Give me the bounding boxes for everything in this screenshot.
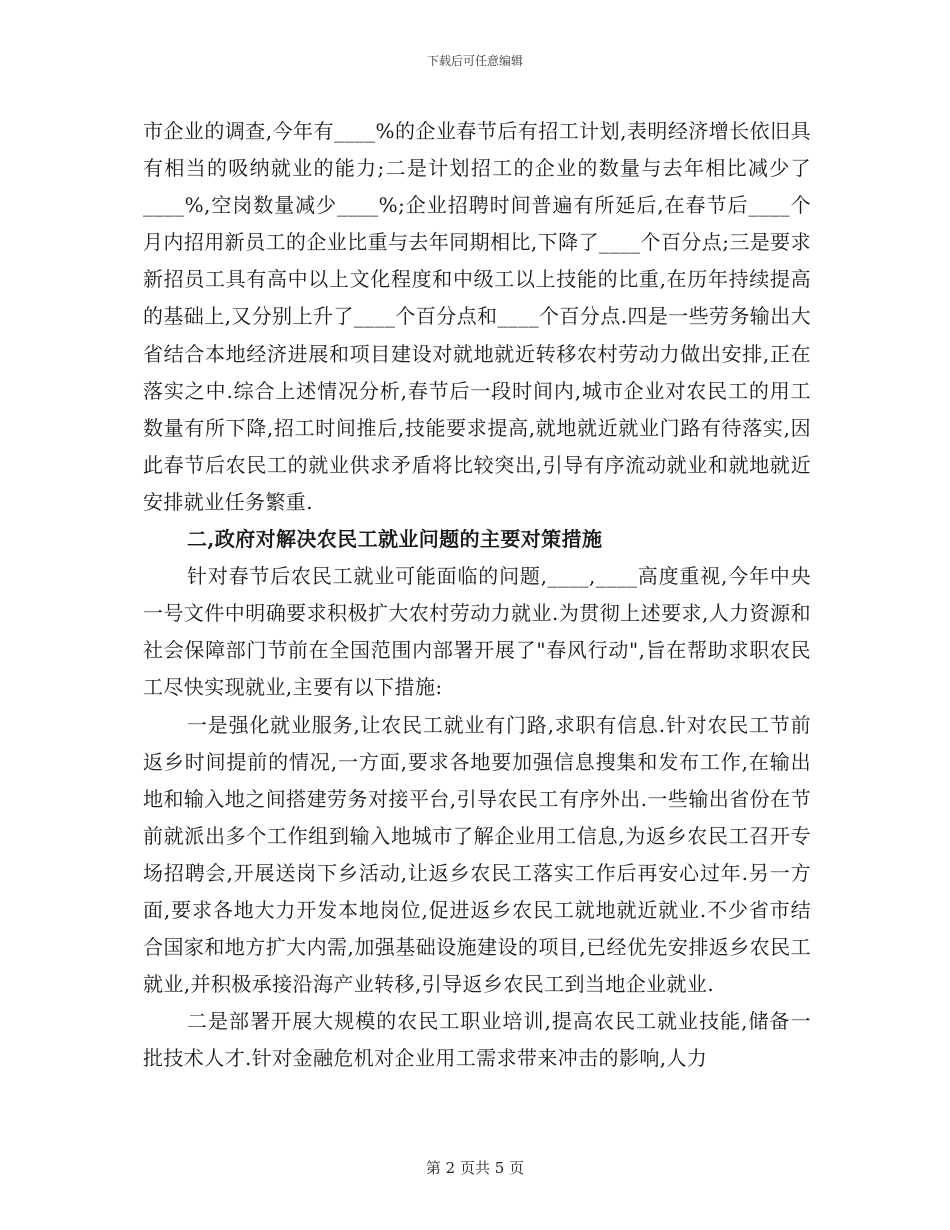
section-heading: 二,政府对解决农民工就业问题的主要对策措施 [187, 527, 603, 552]
paragraph-survey-continuation: 市企业的调查,今年有____%的企业春节后有招工计划,表明经济增长依旧具有相当的吸纳就业的能力;二是计划招工的企业的数量与去年相比减少了____%,空岗数量减少____%;企业招聘时间普遍有所延后,在春节后____个月内招用新员工的企业比重与去年同期相比,下降了____个百分点;三是要求新招员工具有高中以上文化程度和中级工以上技能的比重,在历年持续提高的基础上,又分别上升了____个百分点和____个百分点.四是一些劳务输出大省结合本地经济进展和项目建设对就地就近转移农村劳动力做出安排,正在落实之中.综合上述情况分析,春节后一段时间内,城市企业对农民工的用工数量有所下降,招工时间推后,技能要求提高,就地就近就业门路有待落实,因此春节后农民工的就业供求矛盾将比较突出,引导有序流动就业和就地就近安排就业任务繁重. [143, 119, 811, 514]
paragraph-measure-one: 一是强化就业服务,让农民工就业有门路,求职有信息.针对农民工节前返乡时间提前的情况,一方面,要求各地要加强信息搜集和发布工作,在输出地和输入地之间搭建劳务对接平台,引导农民工有序外出.一些输出省份在节前就派出多个工作组到输入地城市了解企业用工信息,为返乡农民工召开专场招聘会,开展送岗下乡活动,让返乡农民工落实工作后再安心过年.另一方面,要求各地大力开发本地岗位,促进返乡农民工就地就近就业.不少省市结合国家和地方扩大内需,加强基础设施建设的项目,已经优先安排返乡农民工就业,并积极承接沿海产业转移,引导返乡农民工到当地企业就业. [143, 712, 811, 997]
document-body [143, 113, 811, 1077]
paragraph-measure-two: 二是部署开展大规模的农民工职业培训,提高农民工就业技能,储备一批技术人才.针对金融危机对企业用工需求带来冲击的影响,人力 [143, 1009, 811, 1071]
page-footer: 第 2 页共 5 页 [425, 1159, 525, 1177]
page-header: 下载后可任意编辑 [426, 54, 523, 68]
paragraph-intro-measures: 针对春节后农民工就业可能面临的问题,____,____高度重视,今年中央一号文件中明确要求积极扩大农村劳动力就业.为贯彻上述要求,人力资源和社会保障部门节前在全国范围内部署开展了"春风行动",旨在帮助求职农民工尽快实现就业,主要有以下措施: [143, 564, 811, 700]
